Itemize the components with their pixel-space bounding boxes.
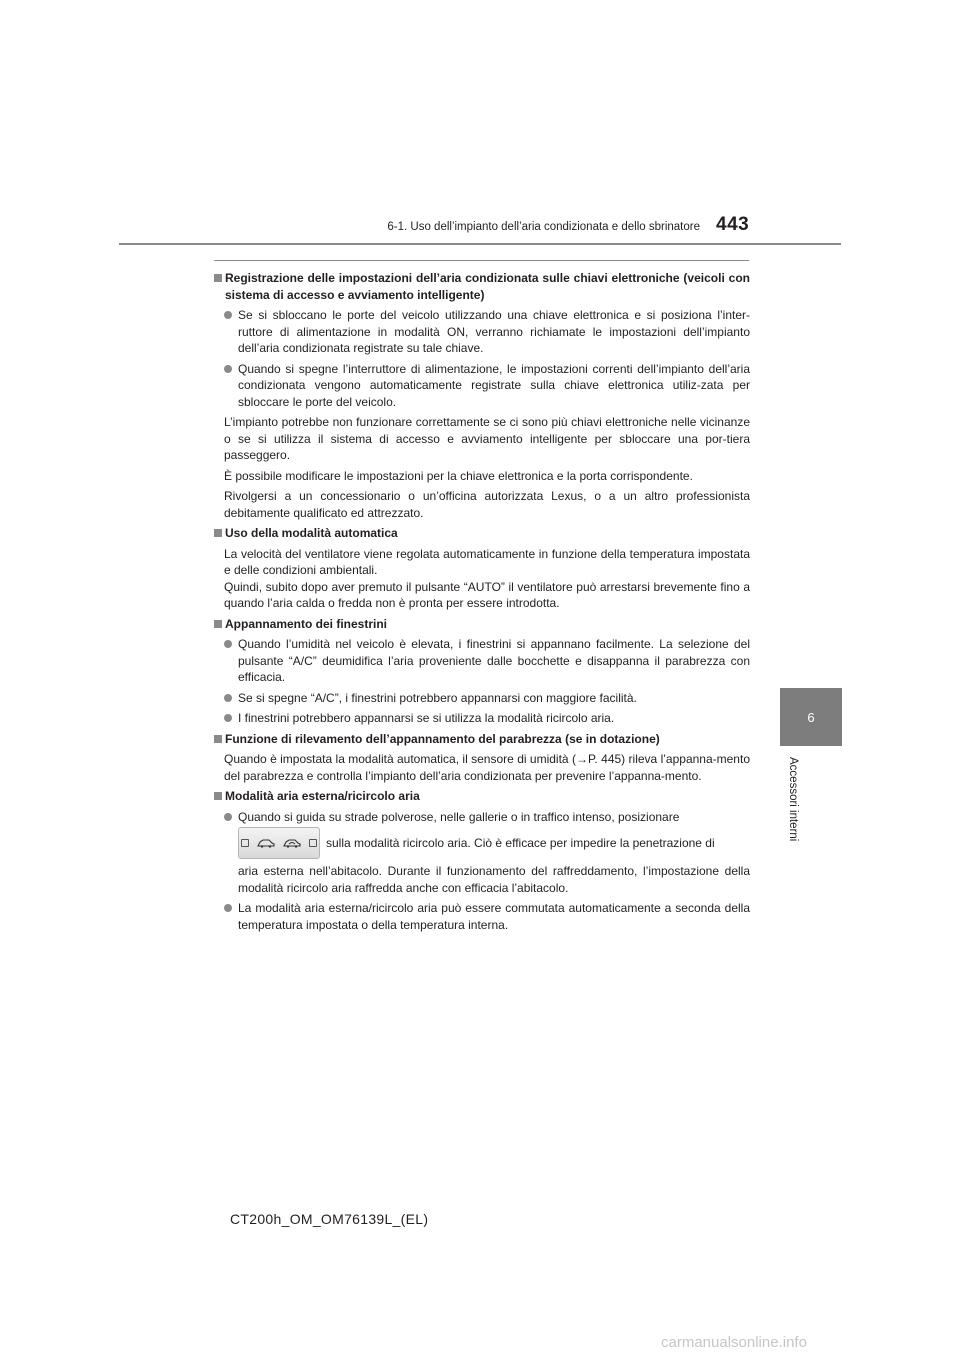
bullet-item: Quando l’umidità nel veicolo è elevata, i finestrini si appannano facilmente. La selezione del pulsante “A/C” deumidifica l’aria proveniente dalle bocchette e disappanna il parabrezza con efficacia. — [214, 636, 750, 686]
document-code: CT200h_OM_OM76139L_(EL) — [230, 1211, 429, 1227]
heading-air-recirculation: Modalità aria esterna/ricircolo aria — [214, 788, 750, 805]
indicator-led-icon — [309, 839, 317, 847]
square-bullet-icon — [214, 274, 222, 282]
heading-fog-detection: Funzione di rilevamento dell’appannamento del parabrezza (se in dotazione) — [214, 731, 750, 748]
paragraph: L’impianto potrebbe non funzionare correttamente se ci sono più chiavi elettroniche nelle vicinanze o se si utilizza il sistema di accesso e avviamento intelligente per sbloccare una por-tiera passeggero. — [224, 415, 750, 462]
paragraph: Quando è impostata la modalità automatica, il sensore di umidità (→P. 445) rileva l’appanna-mento del parabrezza e controlla l’impianto dell’aria condizionata per prevenire l’appanna-mento. — [224, 752, 750, 783]
indicator-led-icon — [241, 839, 249, 847]
paragraph: aria esterna nell’abitacolo. Durante il funzionamento del raffreddamento, l’impostazione della modalità ricircolo aria raffredda anche con efficacia l’abitacolo. — [238, 864, 750, 895]
round-bullet-icon — [224, 813, 232, 821]
watermark-logo: carmanualsonline.info — [661, 1334, 807, 1351]
page-number: 443 — [716, 214, 750, 235]
round-bullet-icon — [224, 311, 232, 319]
round-bullet-icon — [224, 694, 232, 702]
square-bullet-icon — [214, 792, 222, 800]
bullet-item: I finestrini potrebbero appannarsi se si utilizza la modalità ricircolo aria. — [214, 710, 750, 727]
paragraph: È possibile modificare le impostazioni per la chiave elettronica e la porta corrispondente. — [224, 468, 693, 483]
paragraph: Quindi, subito dopo aver premuto il pulsante “AUTO” il ventilatore può arrestarsi brevemente fino a quando l’aria calda o fredda non è pronta per essere introdotta. — [224, 579, 750, 610]
round-bullet-icon — [224, 365, 232, 373]
header-rule — [119, 243, 841, 245]
recirc-icon-line: sulla modalità ricircolo aria. Ciò è efficace per impedire la penetrazione di — [214, 827, 750, 859]
heading-window-fogging: Appannamento dei finestrini — [214, 616, 750, 633]
round-bullet-icon — [224, 714, 232, 722]
heading-key-settings: Registrazione delle impostazioni dell’aria condizionata sulle chiavi elettroniche (veicoli con sistema di accesso e avviamento intelligente) — [214, 270, 750, 303]
page-content — [214, 266, 750, 937]
car-recirculation-icon — [283, 838, 301, 848]
round-bullet-icon — [224, 640, 232, 648]
chapter-label: Accessori interni — [787, 757, 799, 842]
car-outside-air-icon — [257, 838, 275, 848]
bullet-item: La modalità aria esterna/ricircolo aria può essere commutata automaticamente a seconda della temperatura impostata o della temperatura interna. — [214, 900, 750, 933]
square-bullet-icon — [214, 529, 222, 537]
chapter-tab[interactable] — [780, 688, 842, 746]
bullet-item: Se si spegne “A/C”, i finestrini potrebbero appannarsi con maggiore facilità. — [214, 690, 750, 707]
bullet-item: Quando si guida su strade polverose, nelle gallerie o in traffico intenso, posizionare — [214, 809, 750, 826]
paragraph: La velocità del ventilatore viene regolata automaticamente in funzione della temperatura impostata e delle condizioni ambientali. — [224, 546, 750, 577]
paragraph: Rivolgersi a un concessionario o un’officina autorizzata Lexus, o a un altro professionista debitamente qualificato ed attrezzato. — [224, 489, 750, 520]
heading-auto-mode: Uso della modalità automatica — [214, 525, 750, 542]
bullet-item: Se si sbloccano le porte del veicolo utilizzando una chiave elettronica e si posiziona l’inter-ruttore di alimentazione in modalità ON, verranno richiamate le impostazioni dell’impianto dell’aria condizionata registrate su tale chiave. — [214, 307, 750, 357]
chapter-number: 6 — [807, 709, 815, 725]
square-bullet-icon — [214, 620, 222, 628]
section-header-title: 6-1. Uso dell’impianto dell’aria condizionata e dello sbrinatore — [387, 221, 700, 233]
square-bullet-icon — [214, 735, 222, 743]
round-bullet-icon — [224, 904, 232, 912]
content-top-rule — [214, 260, 749, 261]
recirculation-button-icon — [238, 827, 320, 859]
bullet-item: Quando si spegne l’interruttore di alimentazione, le impostazioni correnti dell’impianto dell’aria condizionata vengono automaticamente registrate sulla chiave elettronica utiliz-zata per sbloccare le porte del veicolo. — [214, 361, 750, 411]
